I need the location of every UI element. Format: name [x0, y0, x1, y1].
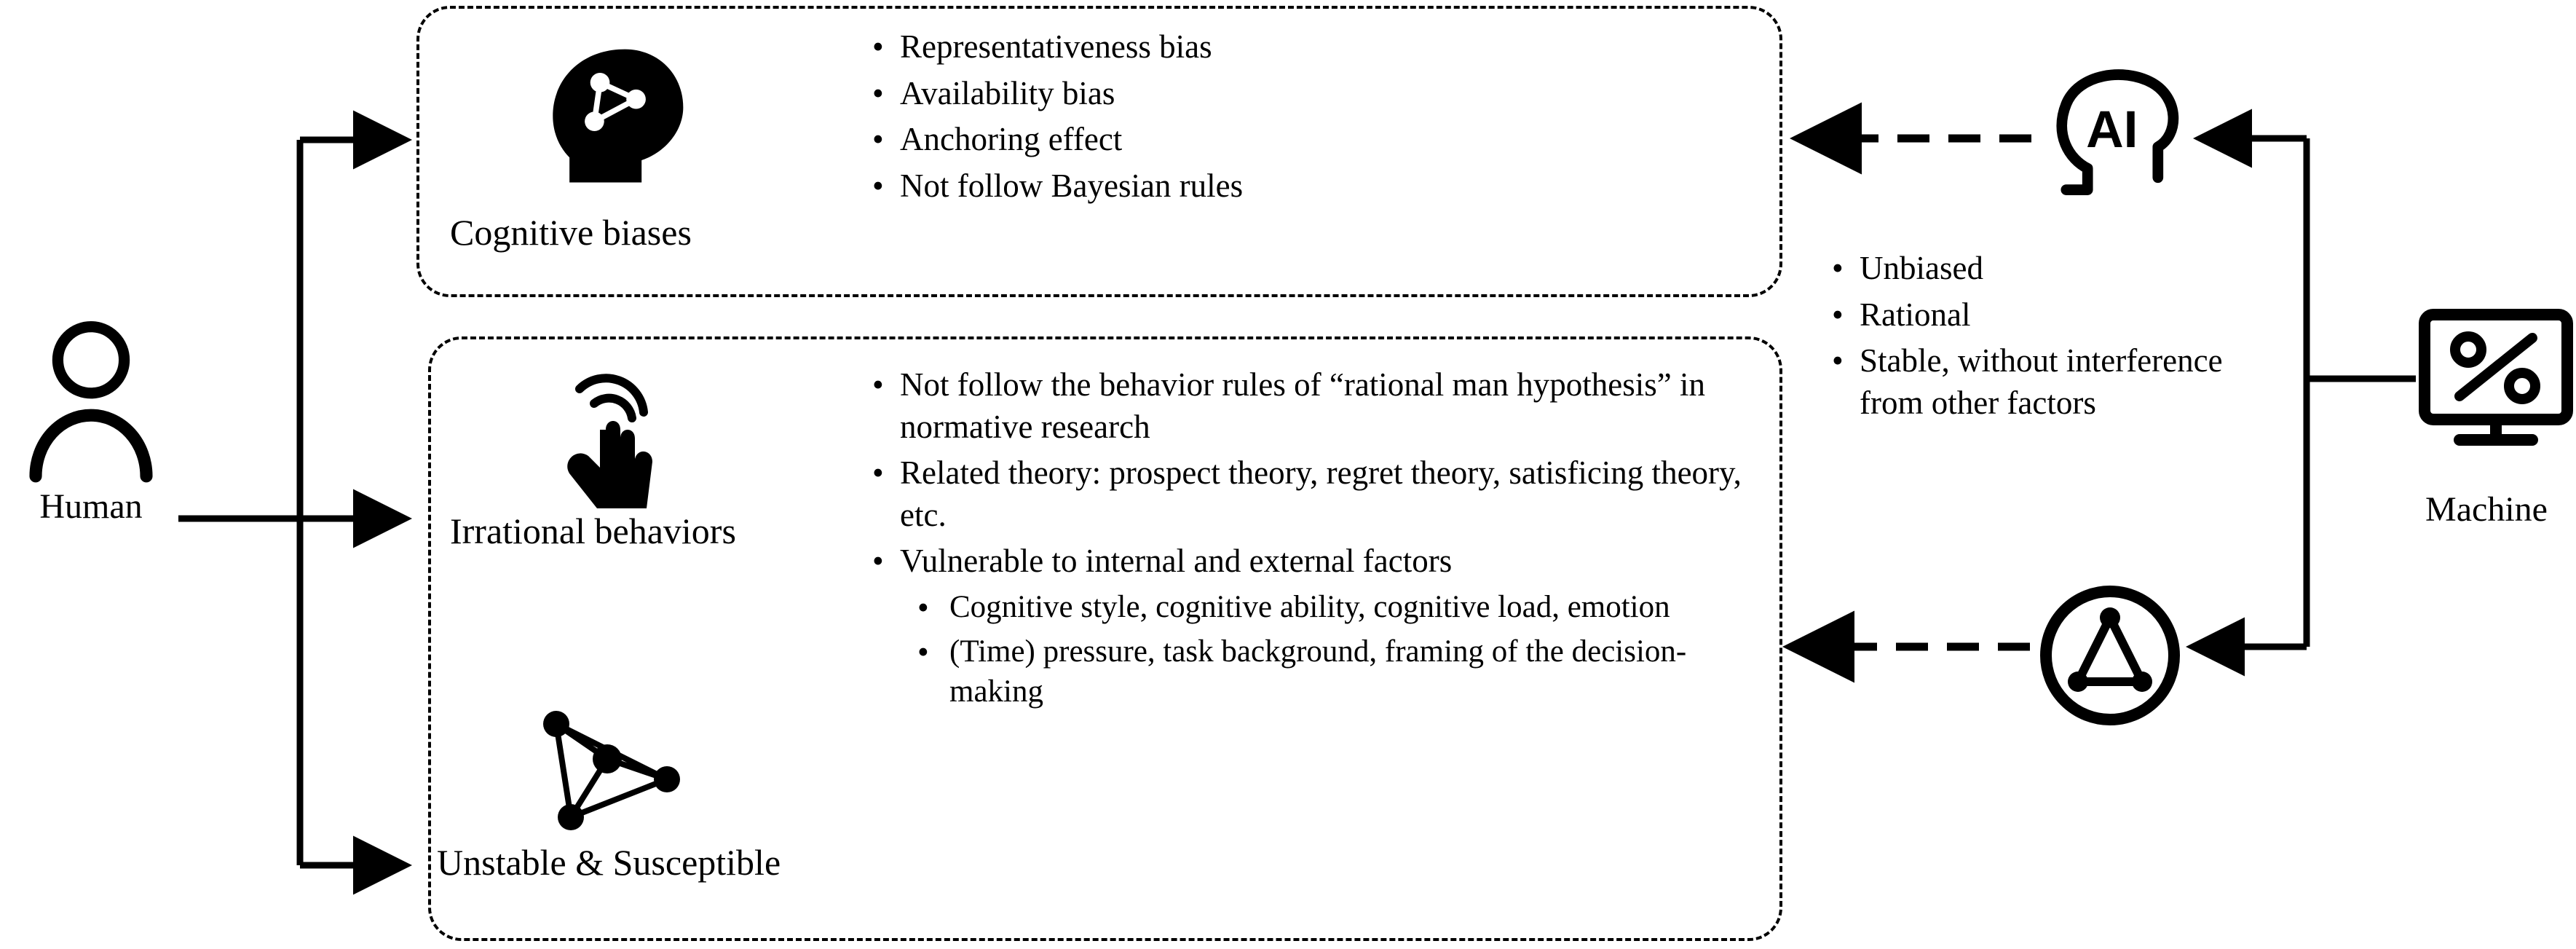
list-item: • Not follow the behavior rules of “rational man hypothesis” in normative research	[866, 364, 1762, 448]
unstable-susceptible-label: Unstable & Susceptible	[437, 842, 781, 883]
machine-label: Machine	[2425, 490, 2548, 529]
irrational-behaviors-label: Irrational behaviors	[450, 511, 736, 551]
monitor-percent-icon	[2416, 306, 2576, 452]
list-item: • (Time) pressure, task background, framing of the decision-making	[912, 631, 1762, 712]
machine-bullets	[1826, 248, 2292, 428]
list-item: • Not follow Bayesian rules	[866, 165, 1740, 208]
svg-text:AI: AI	[2086, 100, 2138, 159]
brain-head-icon	[539, 44, 692, 189]
irrational-behaviors-bullets	[866, 364, 1762, 716]
hand-tap-icon	[536, 371, 681, 517]
list-item: • Anchoring effect	[866, 119, 1740, 161]
cognitive-biases-bullets	[866, 26, 1740, 211]
cognitive-biases-label: Cognitive biases	[450, 212, 692, 253]
list-item: • Stable, without interference from other factors	[1826, 340, 2292, 424]
list-item: • Rational	[1826, 294, 2292, 336]
irrational-behaviors-sub-bullets	[912, 587, 1762, 712]
list-item: • Unbiased	[1826, 248, 2292, 290]
list-item: • Cognitive style, cognitive ability, cognitive load, emotion	[912, 587, 1762, 627]
ai-icon	[2039, 58, 2192, 211]
triangle-nodes-icon	[2037, 583, 2183, 728]
list-item: • Availability bias	[866, 73, 1740, 115]
list-item: • Representativeness bias	[866, 26, 1740, 68]
person-icon	[22, 320, 160, 488]
human-label: Human	[39, 487, 143, 526]
list-item: • Related theory: prospect theory, regret theory, satisficing theory, etc.	[866, 452, 1762, 536]
list-item: • Vulnerable to internal and external factors	[866, 540, 1762, 583]
network-nodes-icon	[527, 692, 687, 838]
